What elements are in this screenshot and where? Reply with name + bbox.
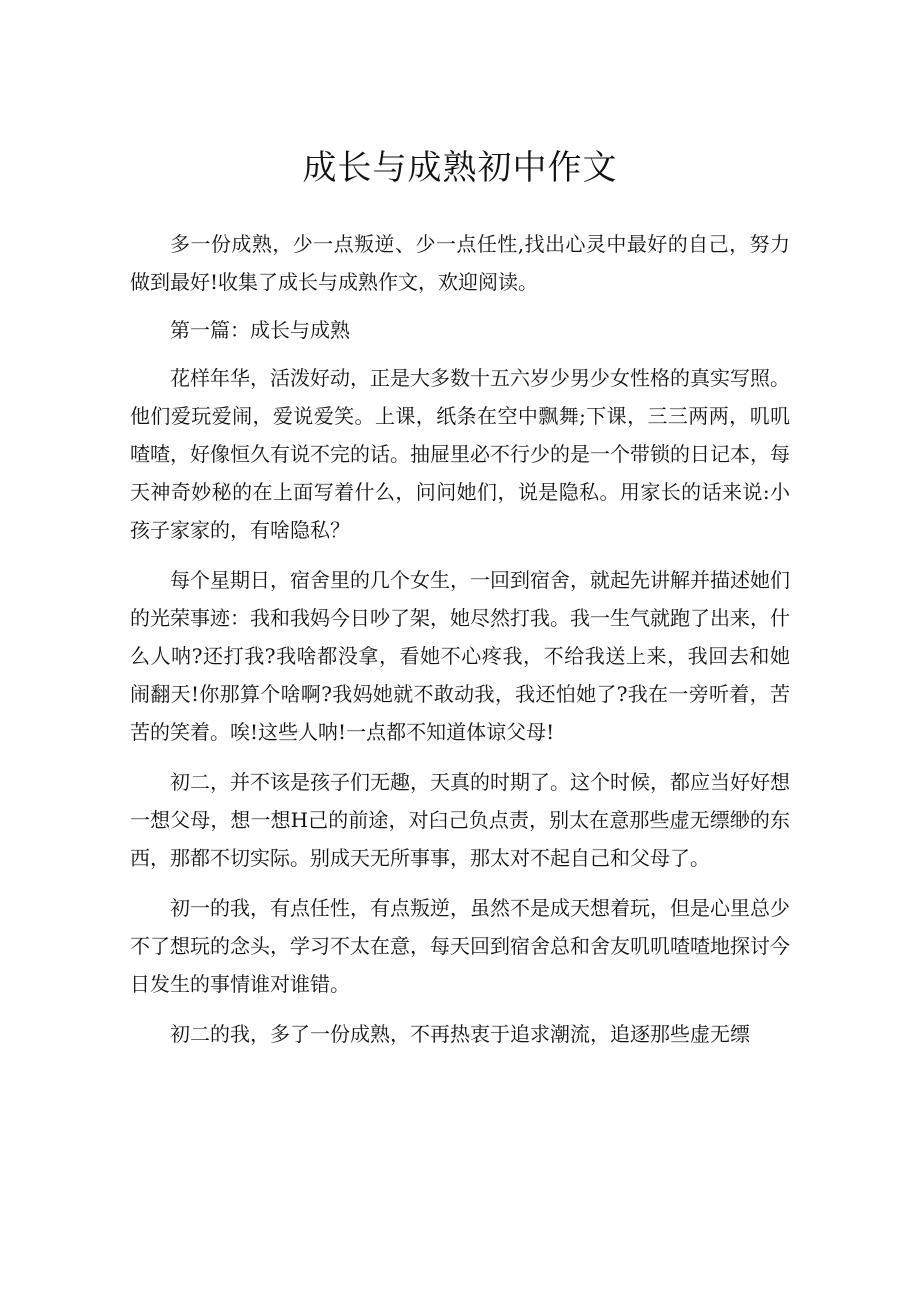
body-paragraph: 每个星期日，宿舍里的几个女生，一回到宿舍，就起先讲解并描述她们的光荣事迹：我和我妈今日吵了架，她尽然打我。我一生气就跑了出来，什么人呐?还打我?我啥都没拿，看她不心疼我，不给我送上来，我回去和她闹翻天!你那算个啥啊?我妈她就不敢动我，我还怕她了?我在一旁听着，苦苦的笑着。唉!这些人呐!一点都不知道体谅父母! bbox=[130, 568, 790, 744]
body-paragraph: 初一的我，有点任性，有点叛逆，虽然不是成天想着玩，但是心里总少不了想玩的念头，学习不太在意，每天回到宿舍总和舍友叽叽喳喳地探讨今日发生的事情谁对谁错。 bbox=[130, 896, 790, 996]
body-paragraph: 初二，并不该是孩子们无趣，天真的时期了。这个时候，都应当好好想一想父母，想一想H己的前途，对臼己负点责，别太在意那些虚无缥缈的东西，那都不切实际。别成天无所事事，那太对不起自己和父母了。 bbox=[130, 770, 790, 870]
document-body bbox=[130, 225, 790, 1065]
intro-paragraph: 多一份成熟，少一点叛逆、少一点任性,找出心灵中最好的自己，努力做到最好!收集了成长与成熟作文，欢迎阅读。 bbox=[130, 232, 790, 294]
body-paragraph: 花样年华，活泼好动，正是大多数十五六岁少男少女性格的真实写照。他们爱玩爱闹，爱说爱笑。上课，纸条在空中飘舞;下课，三三两两，叽叽喳喳，好像恒久有说不完的话。抽屉里必不行少的是一个带锁的日记本，每天神奇妙秘的在上面写着什么，问问她们，说是隐私。用家长的话来说:小孩子家家的，有啥隐私？ bbox=[130, 366, 790, 542]
document-title: 成长与成熟初中作文 bbox=[302, 148, 618, 188]
section-heading: 第一篇：成长与成熟 bbox=[170, 318, 350, 342]
body-paragraph: 初二的我，多了一份成熟，不再热衷于追求潮流，追逐那些虚无缥 bbox=[170, 1022, 750, 1046]
